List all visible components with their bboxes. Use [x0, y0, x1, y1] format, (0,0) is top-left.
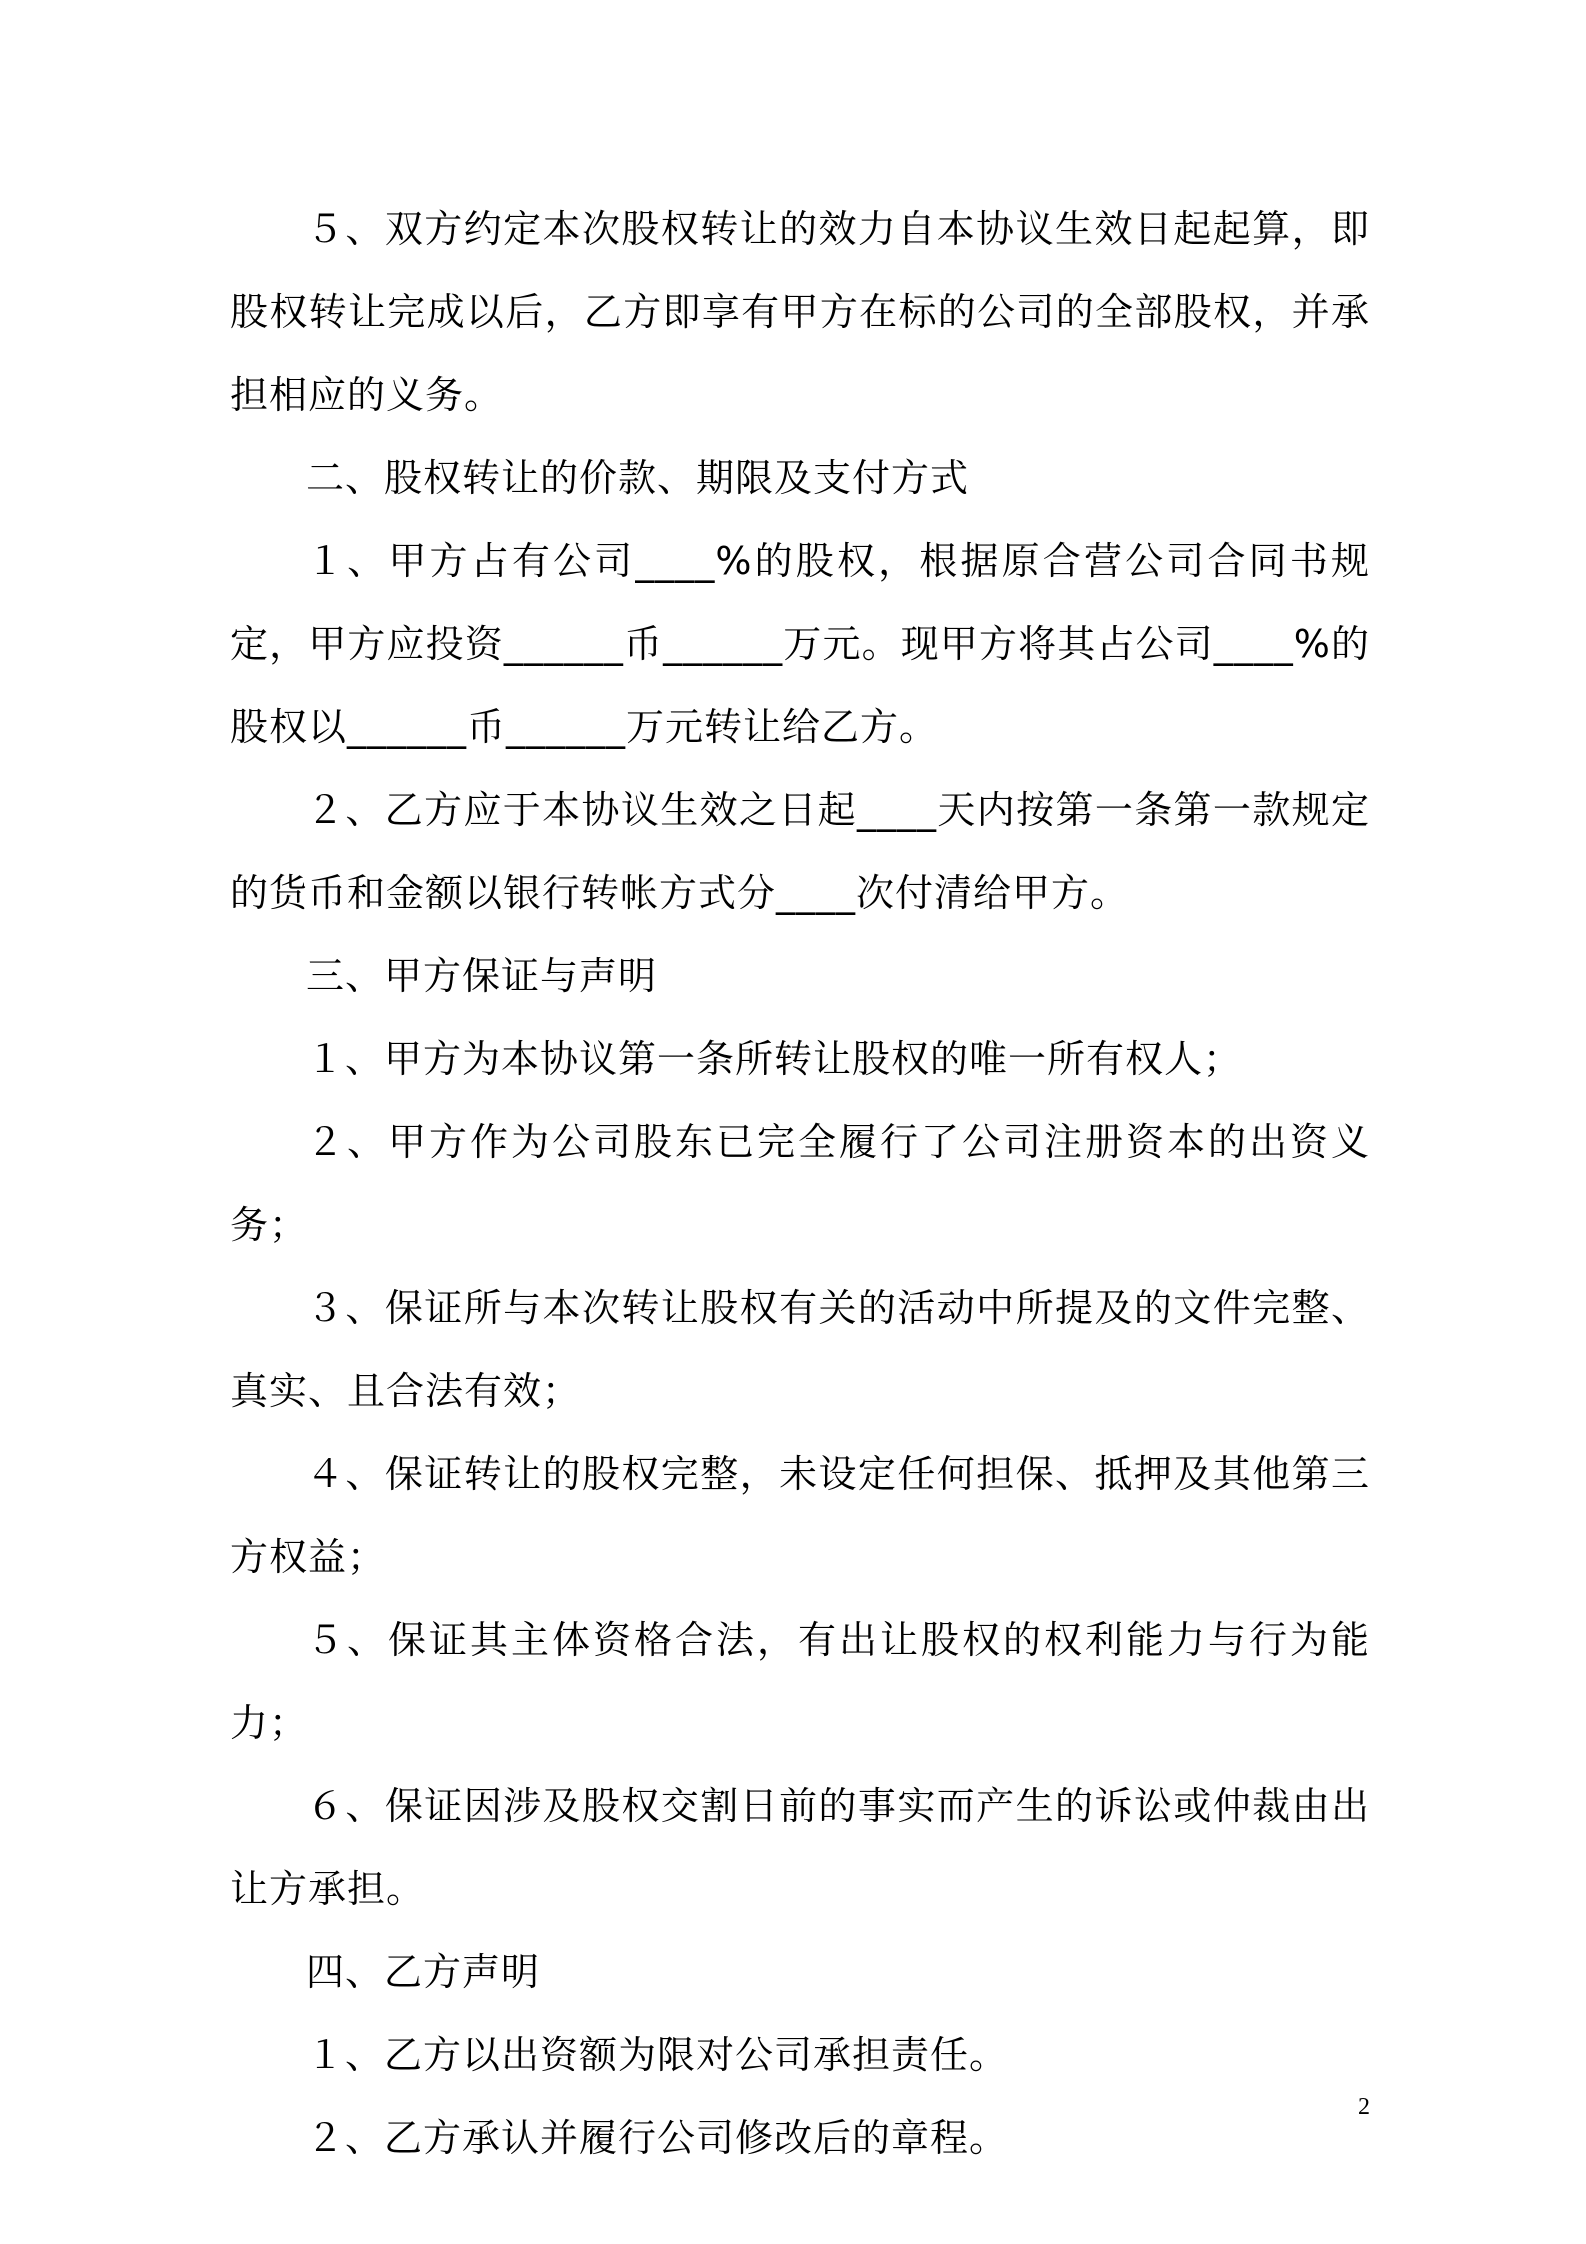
page-number: 2 — [1358, 2094, 1370, 2120]
paragraph-article-4-item-1: １、乙方以出资额为限对公司承担责任。 — [306, 2033, 1009, 2077]
paragraph-article-3-item-1: １、甲方为本协议第一条所转让股权的唯一所有权人； — [306, 1037, 1243, 1081]
section-heading-price-payment: 二、股权转让的价款、期限及支付方式 — [306, 456, 970, 500]
paragraph-article-2-item-2: ２、乙方应于本协议生效之日起____天内按第一条第一款规定的货币和金额以银行转帐方式分____次付清给甲方。 — [230, 788, 1370, 915]
paragraph-article-3-item-2: ２、甲方作为公司股东已完全履行了公司注册资本的出资义务； — [230, 1120, 1370, 1247]
paragraph-article-4-item-2: ２、乙方承认并履行公司修改后的章程。 — [306, 2116, 1009, 2160]
paragraph-article-3-item-4: ４、保证转让的股权完整，未设定任何担保、抵押及其他第三方权益； — [230, 1452, 1370, 1579]
paragraph-article-2-item-1: １、甲方占有公司____%的股权，根据原合营公司合同书规定，甲方应投资______币______万元。现甲方将其占公司____%的股权以______币______万元转让给乙方。 — [230, 539, 1370, 749]
document-body — [230, 188, 1370, 2180]
section-heading-party-b-statement: 四、乙方声明 — [306, 1950, 541, 1994]
paragraph-article-3-item-6: ６、保证因涉及股权交割日前的事实而产生的诉讼或仲裁由出让方承担。 — [230, 1784, 1370, 1911]
section-heading-party-a-warranty: 三、甲方保证与声明 — [306, 954, 658, 998]
paragraph-article-3-item-3: ３、保证所与本次转让股权有关的活动中所提及的文件完整、真实、且合法有效； — [230, 1286, 1370, 1413]
paragraph-article-1-item-5: ５、双方约定本次股权转让的效力自本协议生效日起起算，即股权转让完成以后，乙方即享有甲方在标的公司的全部股权，并承担相应的义务。 — [230, 207, 1370, 417]
paragraph-article-3-item-5: ５、保证其主体资格合法，有出让股权的权利能力与行为能力； — [230, 1618, 1370, 1745]
